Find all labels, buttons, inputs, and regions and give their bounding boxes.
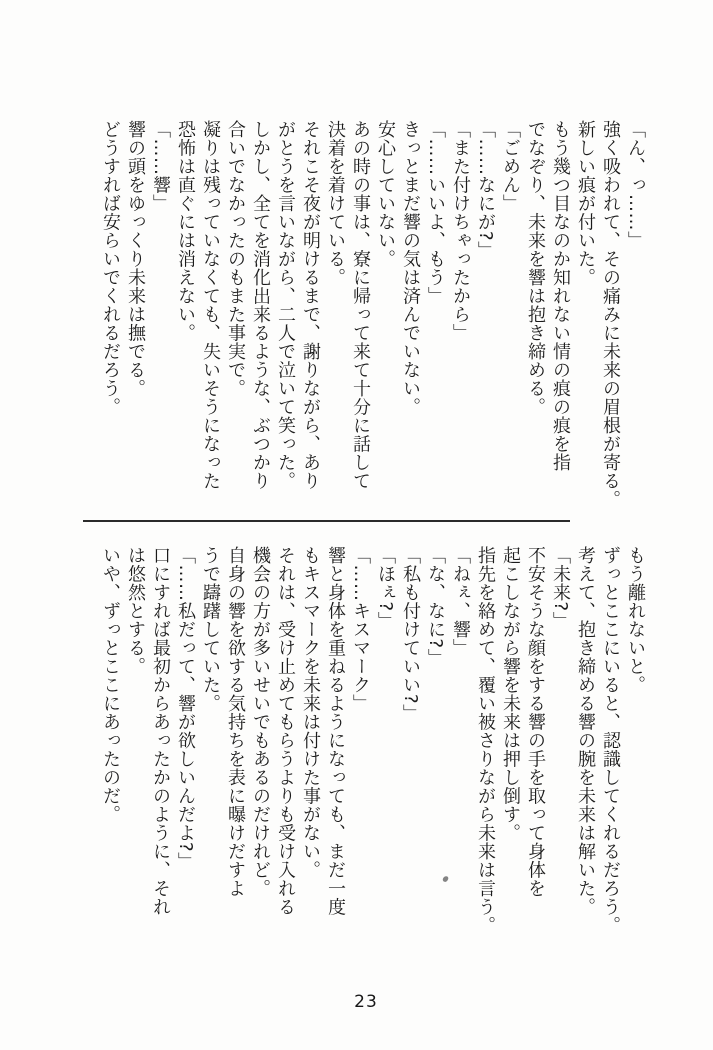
text-line: 「……キスマーク」 xyxy=(350,546,371,713)
text-section-bottom xyxy=(92,546,648,966)
text-section-top xyxy=(92,120,648,522)
text-line: 安心していない。 xyxy=(375,120,396,268)
text-line: もう幾つ目なのか知れない情の痕の痕を指 xyxy=(550,120,571,472)
text-line: 「……なにが?」 xyxy=(475,120,496,260)
text-line: 「ほぇ?」 xyxy=(375,546,396,631)
text-line: あの時の事は、寮に帰って来て十分に話して xyxy=(350,120,371,490)
text-line: 強く吸われて、その痛みに未来の眉根が寄る。 xyxy=(600,120,621,509)
text-line: 自身の響を欲する気持ちを表に曝けだすよ xyxy=(225,546,246,898)
text-line: 「……いいよ、もう」 xyxy=(425,120,446,305)
section-divider-rule xyxy=(83,520,570,522)
text-line: どうすれば安らいでくれるだろう。 xyxy=(100,120,121,416)
text-line: 起こしながら響を未来は押し倒す。 xyxy=(500,546,521,842)
text-line: は悠然とする。 xyxy=(125,546,146,676)
text-line: 響の頭をゆっくり未来は撫でる。 xyxy=(125,120,146,398)
text-line: 「ごめん」 xyxy=(500,120,521,213)
text-line: ずっとここにいると、認識してくれるだろう。 xyxy=(600,546,621,935)
text-line: 指先を絡めて、覆い被さりながら未来は言う。 xyxy=(475,546,496,935)
text-line: 凝りは残っていなくても、失いそうになった xyxy=(200,120,221,490)
text-line: 「私も付けていい?」 xyxy=(400,546,421,723)
page-number: 23 xyxy=(354,992,378,1012)
text-line: 不安そうな顔をする響の手を取って身体を xyxy=(525,546,546,898)
text-line: でなぞり、未来を響は抱き締める。 xyxy=(525,120,546,416)
text-line: それこそ夜が明けるまで、謝りながら、あり xyxy=(300,120,321,490)
text-line: もう離れないと。 xyxy=(625,546,646,694)
text-line: 「な、なに?」 xyxy=(425,546,446,668)
text-line: もキスマークを未来は付けた事がない。 xyxy=(300,546,321,879)
text-line: 「未来?」 xyxy=(550,546,571,631)
text-line: 口にすれば最初からあったかのように、それ xyxy=(150,546,171,916)
text-line: 響と身体を重ねるようになっても、まだ一度 xyxy=(325,546,346,916)
text-line: 「ねぇ、響」 xyxy=(450,546,471,657)
text-line: 考えて、抱き締める響の腕を未来は解いた。 xyxy=(575,546,596,916)
text-line: 「……私だって、響が欲しいんだよ?」 xyxy=(175,546,196,871)
text-line: 新しい痕が付いた。 xyxy=(575,120,596,287)
text-line: それは、受け止めてもらうよりも受け入れる xyxy=(275,546,296,916)
text-line: がとうを言いながら、二人で泣いて笑った。 xyxy=(275,120,296,490)
text-line: 「ん、っ……」 xyxy=(625,120,646,250)
text-line: うで躊躇していた。 xyxy=(200,546,221,713)
text-line: 「……響」 xyxy=(150,120,171,213)
text-line: 決着を着けている。 xyxy=(325,120,346,287)
text-line: いや、ずっとここにあったのだ。 xyxy=(100,546,121,824)
text-line: 合いでなかったのもまた事実で。 xyxy=(225,120,246,398)
text-line: しかし、全てを消化出来るような、ぶつかり xyxy=(250,120,271,490)
text-line: 恐怖は直ぐには消えない。 xyxy=(175,120,196,342)
text-line: きっとまだ響の気は済んでいない。 xyxy=(400,120,421,416)
text-line: 「また付けちゃったから」 xyxy=(450,120,471,342)
text-line: 機会の方が多いせいでもあるのだけれど。 xyxy=(250,546,271,898)
